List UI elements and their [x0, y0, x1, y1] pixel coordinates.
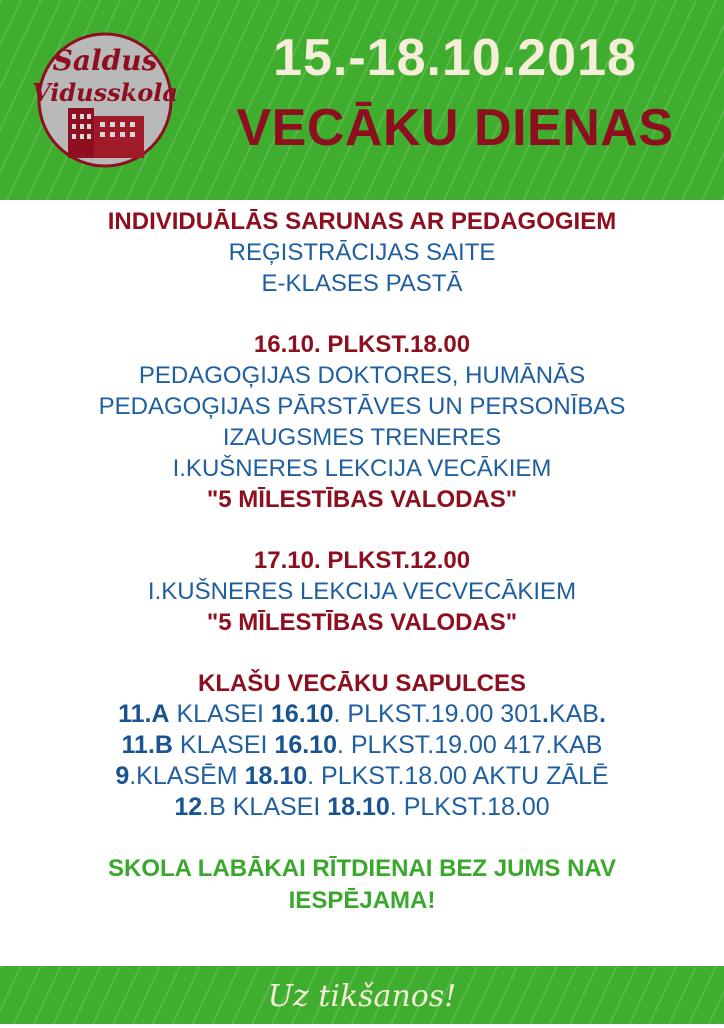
slogan-line: SKOLA LABĀKAI RĪTDIENAI BEZ JUMS NAV — [107, 855, 616, 882]
lecture-title: "5 MĪLESTĪBAS VALODAS" — [206, 486, 518, 513]
footer-greeting: Uz tikšanos! — [267, 979, 457, 1014]
meeting-line: 11.B KLASEI 16.10. PLKST.19.00 417.KAB — [121, 731, 603, 759]
text-line: PEDAGOĢIJAS DOKTORES, HUMĀNĀS — [138, 362, 586, 389]
logo-text-saldus: Saldus — [52, 44, 158, 77]
event-title: VECĀKU DIENAS — [236, 99, 674, 157]
meeting-line: 11.A KLASEI 16.10. PLKST.19.00 301.KAB. — [118, 700, 606, 728]
slogan-line: IESPĒJAMA! — [288, 887, 436, 914]
event-dates: 15.-18.10.2018 — [273, 29, 637, 87]
school-logo — [30, 30, 180, 170]
lecture-title: "5 MĪLESTĪBAS VALODAS" — [206, 609, 518, 636]
main-content — [30, 206, 694, 917]
text-line: E-KLASES PASTĀ — [261, 270, 463, 297]
section-heading-lecture-parents: 16.10. PLKST.18.00 — [253, 331, 471, 358]
text-line: I.KUŠNERES LEKCIJA VECVECĀKIEM — [147, 578, 577, 605]
section-heading-individual-talks: INDIVIDUĀLĀS SARUNAS AR PEDAGOGIEM — [107, 208, 617, 235]
text-line: I.KUŠNERES LEKCIJA VECĀKIEM — [172, 455, 552, 482]
section-heading-class-meetings: KLAŠU VECĀKU SAPULCES — [197, 670, 527, 697]
text-line: IZAUGSMES TRENERES — [222, 424, 502, 451]
meeting-line: 12.B KLASEI 18.10. PLKST.18.00 — [174, 793, 550, 821]
section-heading-lecture-grandparents: 17.10. PLKST.12.00 — [253, 547, 471, 574]
logo-text-vidusskola: Vidusskola — [32, 78, 178, 107]
text-line: PEDAGOĢIJAS PĀRSTĀVES UN PERSONĪBAS — [98, 393, 626, 420]
text-line: REĢISTRĀCIJAS SAITE — [228, 239, 496, 266]
meeting-line: 9.KLASĒM 18.10. PLKST.18.00 AKTU ZĀLĒ — [115, 762, 609, 790]
